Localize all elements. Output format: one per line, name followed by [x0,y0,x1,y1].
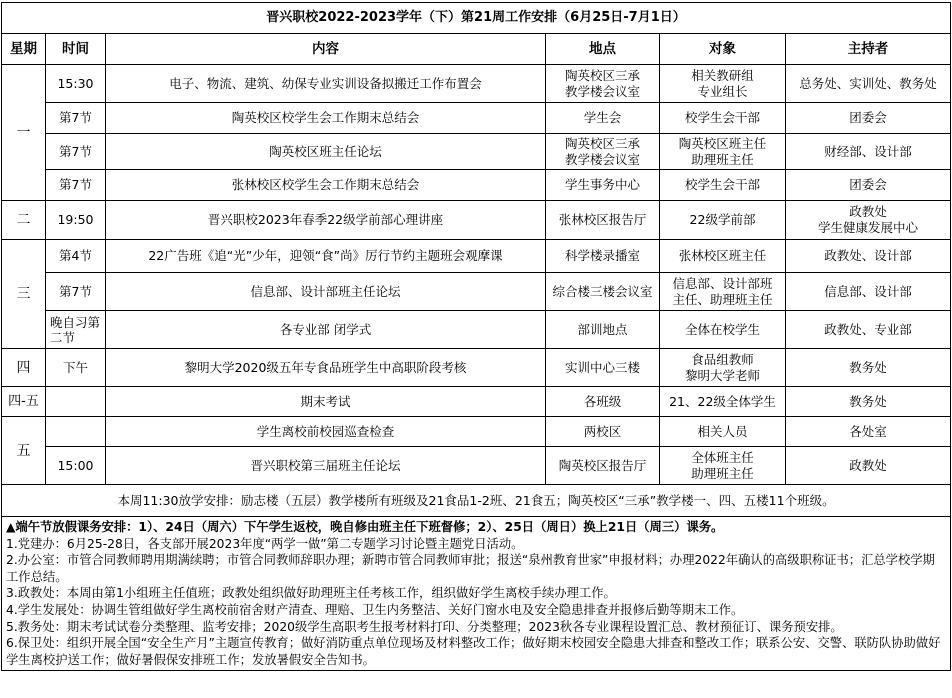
table-row [2,134,951,170]
time-cell: 15:30 [46,65,106,103]
content-cell: 晋兴职校第三届班主任论坛 [106,447,546,485]
time-cell: 15:00 [46,447,106,485]
content-cell: 晋兴职校2023年春季22级学前部心理讲座 [106,201,546,240]
place-cell: 综合楼三楼会议室 [546,273,660,311]
place-cell: 科学楼录播室 [546,240,660,273]
target-cell: 张林校区班主任 [660,240,786,273]
place-cell: 陶英校区报告厅 [546,447,660,485]
content-cell: 22广告班《追“光”少年，迎领“食”尚》厉行节约主题班会观摩课 [106,240,546,273]
day-cell-tue: 二 [2,201,46,240]
time-cell: 下午 [46,349,106,387]
host-cell: 总务处、实训处、教务处 [786,65,951,103]
time-cell: 第7节 [46,273,106,311]
table-row [2,349,951,387]
day-cell-fri: 五 [2,417,46,485]
host-cell: 政教处、专业部 [786,311,951,349]
table-row [2,65,951,103]
table-row [2,170,951,201]
target-cell: 陶英校区班主任 助理班主任 [660,134,786,170]
note-item: 2.办公室：市管合同教师聘用期满续聘；市管合同教师辞职办理；新聘市管合同教师审批；报送“泉州教育世家”申报材料；办理2022年确认的高级职称证书；汇总学校学期工作总结。 [6,553,935,584]
header-host: 主持者 [786,34,951,65]
place-cell: 学生事务中心 [546,170,660,201]
content-cell: 各专业部 闭学式 [106,311,546,349]
dismissal-note: 本周11:30放学安排：励志楼（五层）教学楼所有班级及21食品1-2班、21食五；陶英校区“三承”教学楼一、四、五楼11个班级。 [2,485,951,517]
target-cell: 相关人员 [660,417,786,447]
header-content: 内容 [106,34,546,65]
time-cell [46,417,106,447]
department-notes [2,517,951,671]
table-row [2,103,951,134]
table-row [2,447,951,485]
place-cell: 张林校区报告厅 [546,201,660,240]
table-row [2,417,951,447]
day-cell-wed: 三 [2,240,46,349]
place-cell: 各班级 [546,387,660,417]
host-cell: 各处室 [786,417,951,447]
target-cell: 校学生会干部 [660,170,786,201]
note-item: 1.党建办：6月25-28日，各支部开展2023年度“两学一做”第二专题学习讨论暨主题党日活动。 [6,536,524,551]
content-cell: 陶英校区班主任论坛 [106,134,546,170]
time-cell: 第4节 [46,240,106,273]
notes-row [2,517,951,671]
day-cell-mon: 一 [2,65,46,201]
header-day: 星期 [2,34,46,65]
time-cell [46,387,106,417]
holiday-note: ▲端午节放假课务安排：1）、24日（周六）下午学生返校，晚自修由班主任下班督修；2）、25日（周日）换上21日（周三）课务。 [6,520,724,534]
target-cell: 全体班主任 助理班主任 [660,447,786,485]
table-row [2,387,951,417]
time-cell: 第7节 [46,134,106,170]
target-cell: 校学生会干部 [660,103,786,134]
host-cell: 财经部、设计部 [786,134,951,170]
time-cell: 第7节 [46,170,106,201]
place-cell: 部训地点 [546,311,660,349]
table-row [2,311,951,349]
host-cell: 政教处、设计部 [786,240,951,273]
content-cell: 张林校区校学生会工作期末总结会 [106,170,546,201]
day-cell-thu-fri: 四-五 [2,387,46,417]
content-cell: 学生离校前校园巡查检查 [106,417,546,447]
schedule-table [1,2,951,671]
table-row [2,273,951,311]
host-cell: 团委会 [786,170,951,201]
host-cell: 教务处 [786,349,951,387]
time-cell: 第7节 [46,103,106,134]
content-cell: 期末考试 [106,387,546,417]
place-cell: 两校区 [546,417,660,447]
target-cell: 食品组教师 黎明大学老师 [660,349,786,387]
time-cell: 19:50 [46,201,106,240]
place-cell: 陶英校区三承 教学楼会议室 [546,134,660,170]
target-cell: 全体在校学生 [660,311,786,349]
dismissal-note-row [2,485,951,517]
header-time: 时间 [46,34,106,65]
target-cell: 21、22级全体学生 [660,387,786,417]
place-cell: 陶英校区三承 教学楼会议室 [546,65,660,103]
table-row [2,201,951,240]
note-item: 4.学生发展处：协调生管组做好学生离校前宿舍财产清查、理赔、卫生内务整洁、关好门窗水电及安全隐患排查并报修后勤等期末工作。 [6,602,744,617]
table-row [2,240,951,273]
target-cell: 22级学前部 [660,201,786,240]
host-cell: 政教处 学生健康发展中心 [786,201,951,240]
host-cell: 政教处 [786,447,951,485]
content-cell: 电子、物流、建筑、幼保专业实训设备拟搬迁工作布置会 [106,65,546,103]
time-cell: 晚自习第二节 [46,311,106,349]
target-cell: 信息部、设计部班 主任、助理班主任 [660,273,786,311]
note-item: 3.政教处：本周由第1小组班主任值班；政教处组织做好助理班主任考核工作，组织做好学生离校手续办理工作。 [6,586,616,601]
schedule-title: 晋兴职校2022-2023学年（下）第21周工作安排（6月25日-7月1日） [2,3,951,34]
host-cell: 团委会 [786,103,951,134]
place-cell: 实训中心三楼 [546,349,660,387]
header-place: 地点 [546,34,660,65]
note-item: 5.教务处：期末考试试卷分类整理、监考安排；2020级学生高职考生报考材料打印、分类整理；2023秋各专业课程设置汇总、教材预征订、课务预安排。 [6,619,843,634]
target-cell: 相关教研组 专业组长 [660,65,786,103]
content-cell: 陶英校区校学生会工作期末总结会 [106,103,546,134]
note-item: 6.保卫处：组织开展全国“安全生产月”主题宣传教育；做好消防重点单位现场及材料整改工作；做好期末校园安全隐患大排查和整改工作；联系公安、交警、联防队协助做好学生离校护送工作；做好暑假保安排班工作；发放暑假安全告知书。 [6,636,941,667]
header-target: 对象 [660,34,786,65]
content-cell: 信息部、设计部班主任论坛 [106,273,546,311]
place-cell: 学生会 [546,103,660,134]
host-cell: 教务处 [786,387,951,417]
host-cell: 信息部、设计部 [786,273,951,311]
content-cell: 黎明大学2020级五年专食品班学生中高职阶段考核 [106,349,546,387]
day-cell-thu: 四 [2,349,46,387]
